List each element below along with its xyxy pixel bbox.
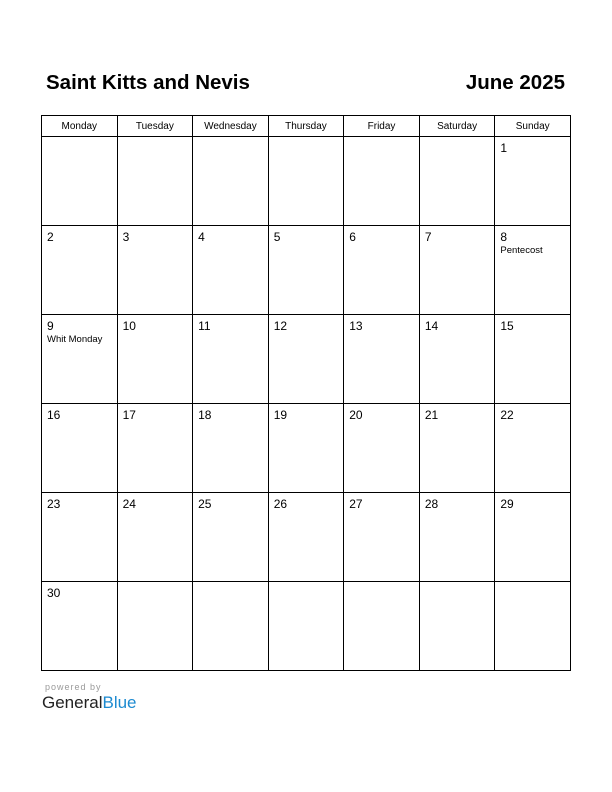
week-row [42, 226, 571, 315]
day-number: 5 [273, 230, 281, 244]
day-cell [42, 226, 118, 315]
weekday-header: Friday [344, 116, 420, 137]
day-cell [419, 493, 495, 582]
day-number: 13 [349, 319, 363, 333]
day-number: 23 [47, 497, 61, 511]
day-number: 25 [198, 497, 212, 511]
day-cell [193, 582, 269, 671]
day-number: 3 [122, 230, 130, 244]
day-cell [117, 582, 193, 671]
day-number: 16 [47, 408, 61, 422]
day-cell [193, 493, 269, 582]
week-row [42, 493, 571, 582]
day-cell [117, 493, 193, 582]
day-cell [117, 137, 193, 226]
calendar-grid [41, 115, 571, 671]
day-number: 10 [122, 319, 136, 333]
day-cell [495, 493, 571, 582]
country-title: Saint Kitts and Nevis [46, 71, 250, 94]
day-cell [42, 315, 118, 404]
week-row [42, 404, 571, 493]
day-number: 29 [500, 497, 514, 511]
weekday-header: Saturday [419, 116, 495, 137]
day-number: 30 [47, 586, 61, 600]
day-cell [268, 404, 344, 493]
day-number: 27 [349, 497, 363, 511]
day-cell [193, 137, 269, 226]
day-number: 21 [424, 408, 439, 422]
day-number: 12 [273, 319, 288, 333]
day-cell [495, 404, 571, 493]
day-cell [42, 493, 118, 582]
day-cell [495, 137, 571, 226]
day-number: 20 [349, 408, 363, 422]
day-cell [495, 315, 571, 404]
day-number: 8 [500, 230, 508, 244]
day-cell [344, 137, 420, 226]
calendar-body [42, 137, 571, 671]
day-cell [268, 137, 344, 226]
weekday-header: Sunday [495, 116, 571, 137]
day-cell [344, 582, 420, 671]
week-row [42, 137, 571, 226]
day-number: 9 [47, 319, 54, 333]
powered-by-text: powered by [45, 682, 102, 692]
day-cell [268, 226, 344, 315]
day-cell [344, 404, 420, 493]
day-number: 14 [424, 319, 439, 333]
weekday-header-row [42, 116, 571, 137]
day-cell [419, 137, 495, 226]
day-cell [268, 315, 344, 404]
day-number: 18 [198, 408, 212, 422]
day-cell [193, 226, 269, 315]
day-cell [344, 226, 420, 315]
day-cell [419, 582, 495, 671]
day-cell [268, 493, 344, 582]
day-number: 19 [273, 408, 288, 422]
holiday-label: Pentecost [500, 245, 543, 256]
day-number: 26 [273, 497, 288, 511]
day-number: 22 [500, 408, 514, 422]
logo-general: General [42, 693, 103, 712]
day-number: 28 [424, 497, 439, 511]
day-cell [193, 404, 269, 493]
day-cell [495, 582, 571, 671]
day-cell [42, 137, 118, 226]
day-cell [419, 315, 495, 404]
day-number: 2 [47, 230, 54, 244]
day-cell [495, 226, 571, 315]
week-row [42, 315, 571, 404]
generalblue-logo [42, 693, 137, 713]
day-number: 4 [198, 230, 205, 244]
day-cell [419, 404, 495, 493]
day-cell [117, 404, 193, 493]
day-number: 11 [198, 319, 211, 333]
day-cell [268, 582, 344, 671]
day-cell [42, 404, 118, 493]
day-number: 24 [122, 497, 136, 511]
day-cell [42, 582, 118, 671]
day-number: 6 [349, 230, 356, 244]
day-cell [193, 315, 269, 404]
weekday-header: Tuesday [117, 116, 193, 137]
weekday-header: Wednesday [193, 116, 269, 137]
holiday-label: Whit Monday [47, 334, 103, 345]
week-row [42, 582, 571, 671]
weekday-header: Thursday [268, 116, 344, 137]
day-cell [117, 226, 193, 315]
day-cell [419, 226, 495, 315]
day-number: 17 [122, 408, 136, 422]
day-cell [117, 315, 193, 404]
day-cell [344, 493, 420, 582]
day-number: 15 [500, 319, 514, 333]
logo-blue: Blue [102, 693, 137, 712]
month-title: June 2025 [465, 71, 565, 94]
day-number: 7 [424, 230, 432, 244]
day-cell [344, 315, 420, 404]
weekday-header: Monday [42, 116, 118, 137]
day-number: 1 [500, 141, 508, 155]
